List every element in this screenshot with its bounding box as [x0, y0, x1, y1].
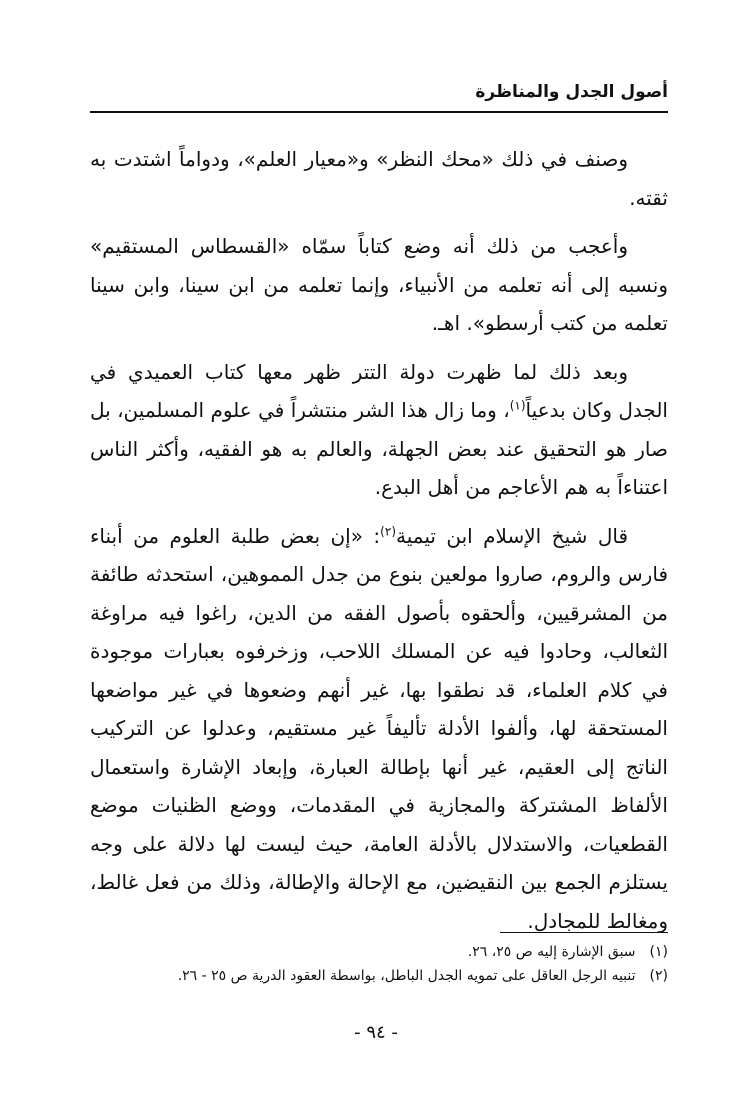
running-head: أصول الجدل والمناظرة	[475, 82, 668, 102]
footnote-reference-2: (٢)	[380, 523, 396, 538]
footnote-text: سبق الإشارة إليه ص ٢٥، ٢٦.	[467, 944, 636, 960]
page-number: - ٩٤ -	[354, 1022, 398, 1043]
footnote-text: تنبيه الرجل العاقل على تمويه الجدل الباطل، بواسطة العقود الدرية ص ٢٥ - ٢٦.	[177, 968, 636, 984]
footnote-separator	[500, 932, 668, 933]
footnote-number: (٢)	[649, 968, 668, 984]
paragraph-text: وأعجب من ذلك أنه وضع كتاباً سمّاه «القسطاس المستقيم» ونسبه إلى أنه تعلمه من الأنبياء، وإنما تعلمه من ابن سينا، وابن سينا تعلمه من كتب أرسطو». اهـ.	[90, 234, 668, 335]
paragraph-3	[90, 353, 668, 507]
header-rule	[90, 111, 668, 113]
paragraph-text: ، وما زال هذا الشر منتشراً في علوم المسلمين، بل صار هو التحقيق عند بعض الجهلة، والعالم به هو الفقيه، وأكثر الناس اعتناءاً به هم الأعاجم من أهل البدع.	[90, 398, 668, 499]
footnote-1	[90, 940, 668, 964]
footnote-reference-1: (١)	[509, 398, 526, 413]
body-text	[90, 140, 668, 950]
paragraph-text: قال شيخ الإسلام ابن تيمية	[396, 523, 628, 548]
paragraph-1	[90, 140, 668, 217]
paragraph-text: : «إن بعض طلبة العلوم من أبناء فارس والروم، صاروا مولعين بنوع من جدل المموهين، استحدثه طائفة من المشرقيين، وألحقوه بأصول الفقه من الدين، راغوا فيه مراوغة الثعالب، وحادوا فيه عن المسلك اللاحب، وزخرفوه بعبارات موجودة في كلام العلماء، قد نطقوا بها، غير أنهم وضعوها في غير مواضعها المستحقة لها، وألفوا الأدلة تأليفاً غير مستقيم، وعدلوا عن التركيب الناتج إلى العقيم، غير أنها بإطالة العبارة، وإبعاد الإشارة واستعمال الألفاظ المشتركة والمجازية في المقدمات، ووضع الظنيات موضع القطعيات، والاستدلال بالأدلة العامة، حيث ليست لها دلالة على وجه يستلزم الجمع بين النقيضين، مع الإحالة والإطالة، وذلك من فعل غالط، ومغالط للمجادل.	[90, 523, 668, 933]
footnotes	[90, 940, 668, 988]
paragraph-text: وبعد ذلك لما ظهرت دولة التتر ظهر معها كتاب العميدي في الجدل وكان بدعياً	[90, 359, 668, 422]
paragraph-4	[90, 517, 668, 941]
footnote-2	[90, 964, 668, 988]
footnote-number: (١)	[649, 944, 668, 960]
paragraph-text: وصنف في ذلك «محك النظر» و«معيار العلم»، ودواماً اشتدت به ثقته.	[90, 147, 668, 210]
paragraph-2	[90, 227, 668, 343]
